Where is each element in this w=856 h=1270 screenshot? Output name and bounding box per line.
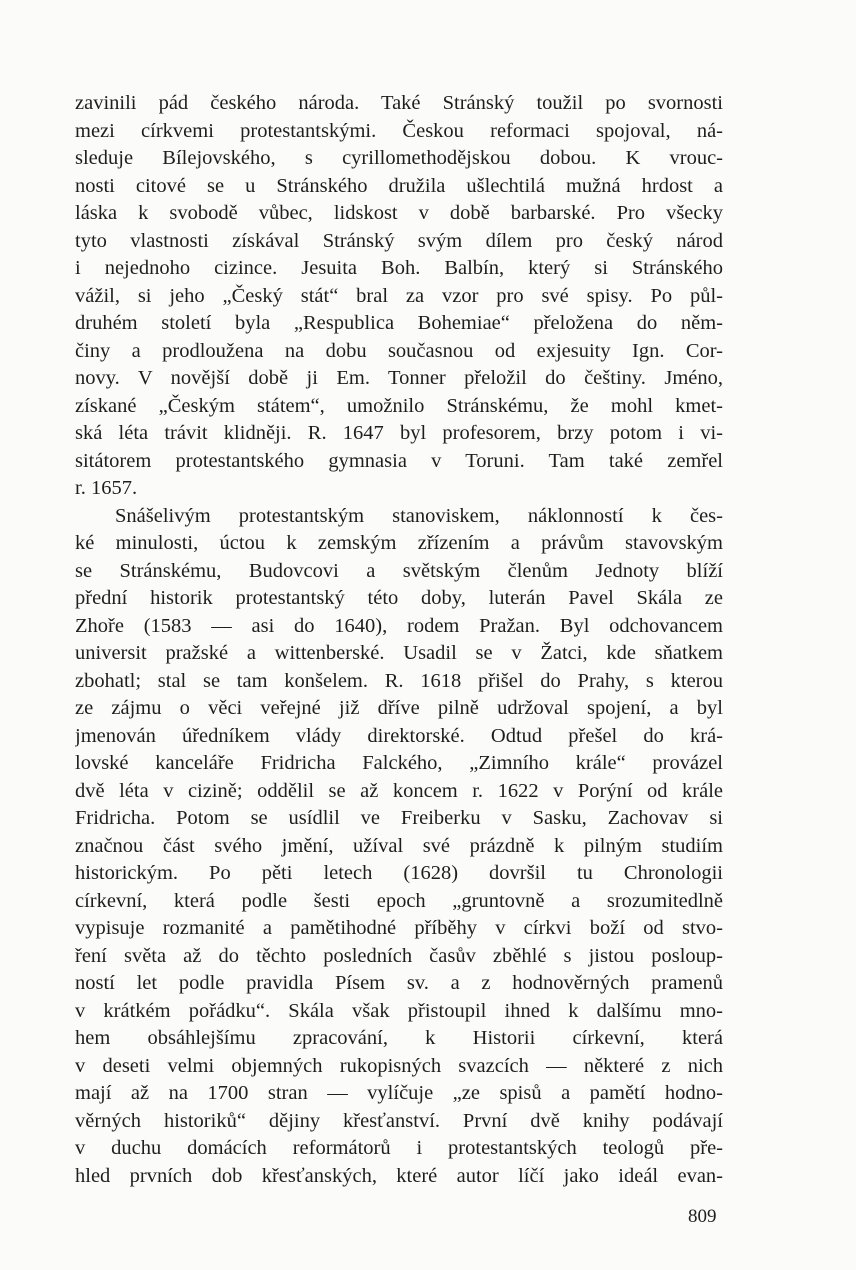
text-line: hem obsáhlejšímu zpracování, k Historii církevní, která: [75, 1027, 723, 1049]
text-line: Fridricha. Potom se usídlil ve Freiberku v Sasku, Zachovav si: [75, 807, 723, 829]
text-line: církevní, která podle šesti epoch „gruntovně a srozumitedlně: [75, 889, 723, 912]
text-line: ská léta trávit klidněji. R. 1647 byl profesorem, brzy potom i vi-: [75, 422, 723, 444]
text-line: historickým. Po pěti letech (1628) dovršil tu Chronologii: [75, 862, 723, 884]
text-line: ření světa až do těchto posledních časův zběhlé s jistou posloup-: [75, 944, 723, 967]
text-line: v deseti velmi objemných rukopisných svazcích — některé z nich: [75, 1054, 723, 1077]
text-line: i nejednoho cizince. Jesuita Boh. Balbín, který si Stránského: [75, 257, 723, 279]
text-line: vypisuje rozmanité a pamětihodné příběhy v církvi boží od stvo-: [75, 917, 723, 939]
text-line: značnou část svého jmění, užíval své prázdně k pilným studiím: [75, 834, 723, 857]
text-line: hled prvních dob křesťanských, které autor líčí jako ideál evan-: [75, 1164, 723, 1187]
text-line: Zhoře (1583 — asi do 1640), rodem Pražan. Byl odchovancem: [75, 614, 723, 637]
text-line: jmenován úředníkem vlády direktorské. Odtud přešel do krá-: [75, 724, 723, 747]
text-line: mezi církvemi protestantskými. Českou reformaci spojoval, ná-: [75, 119, 723, 142]
text-line: v krátkém pořádku“. Skála však přistoupil ihned k dalšímu mno-: [75, 999, 723, 1022]
paragraph-stransky: [75, 90, 723, 503]
text-line: Snášelivým protestantským stanoviskem, náklonností k čes-: [115, 504, 723, 527]
text-line: činy a prodloužena na dobu současnou od exjesuity Ign. Cor-: [75, 339, 723, 362]
body-text: [75, 90, 723, 1190]
text-line: v duchu domácích reformátorů i protestantských teologů pře-: [75, 1137, 723, 1159]
text-line: sleduje Bílejovského, s cyrillomethodějskou dobou. K vrouc-: [75, 147, 723, 169]
text-line: mají až na 1700 stran — vylíčuje „ze spisů a pamětí hodno-: [75, 1082, 723, 1104]
text-line: ké minulosti, úctou k zemským zřízením a právům stavovským: [75, 532, 723, 554]
text-line: sitátorem protestantského gymnasia v Toruni. Tam také zemřel: [75, 449, 723, 472]
text-line: věrných historiků“ dějiny křesťanství. První dvě knihy podávají: [75, 1109, 723, 1132]
text-line: r. 1657.: [75, 477, 138, 499]
text-line: novy. V novější době ji Em. Tonner přeložil do češtiny. Jméno,: [75, 367, 723, 389]
text-line: lovské kanceláře Fridricha Falckého, „Zimního krále“ provázel: [75, 752, 723, 774]
text-line: druhém století byla „Respublica Bohemiae“ přeložena do něm-: [75, 312, 723, 334]
text-line: nosti citové se u Stránského družila ušlechtilá mužná hrdost a: [75, 174, 723, 197]
text-line: dvě léta v cizině; oddělil se až koncem r. 1622 v Porýní od krále: [75, 779, 723, 802]
text-line: se Stránskému, Budovcovi a světským členům Jednoty blíží: [75, 559, 723, 582]
text-line: zbohatl; stal se tam konšelem. R. 1618 přišel do Prahy, s kterou: [75, 669, 723, 692]
text-line: láska k svobodě vůbec, lidskost v době barbarské. Pro všecky: [75, 202, 723, 224]
paragraph-skala: [75, 503, 723, 1191]
page-number: 809: [688, 1206, 717, 1227]
text-line: získané „Českým státem“, umožnilo Stránskému, že mohl kmet-: [75, 394, 723, 417]
text-line: universit pražské a wittenberské. Usadil se v Žatci, kde sňatkem: [75, 642, 723, 664]
text-line: tyto vlastnosti získával Stránský svým dílem pro český národ: [75, 229, 723, 252]
text-line: vážil, si jeho „Český stát“ bral za vzor pro své spisy. Po půl-: [75, 284, 723, 307]
text-line: ností let podle pravidla Písem sv. a z hodnověrných pramenů: [75, 972, 723, 994]
text-line: zavinili pád českého národa. Také Stránský toužil po svornosti: [75, 92, 723, 114]
text-line: ze zájmu o věci veřejné již dříve pilně udržoval spojení, a byl: [75, 697, 723, 719]
text-line: přední historik protestantský této doby, luterán Pavel Skála ze: [75, 587, 723, 609]
